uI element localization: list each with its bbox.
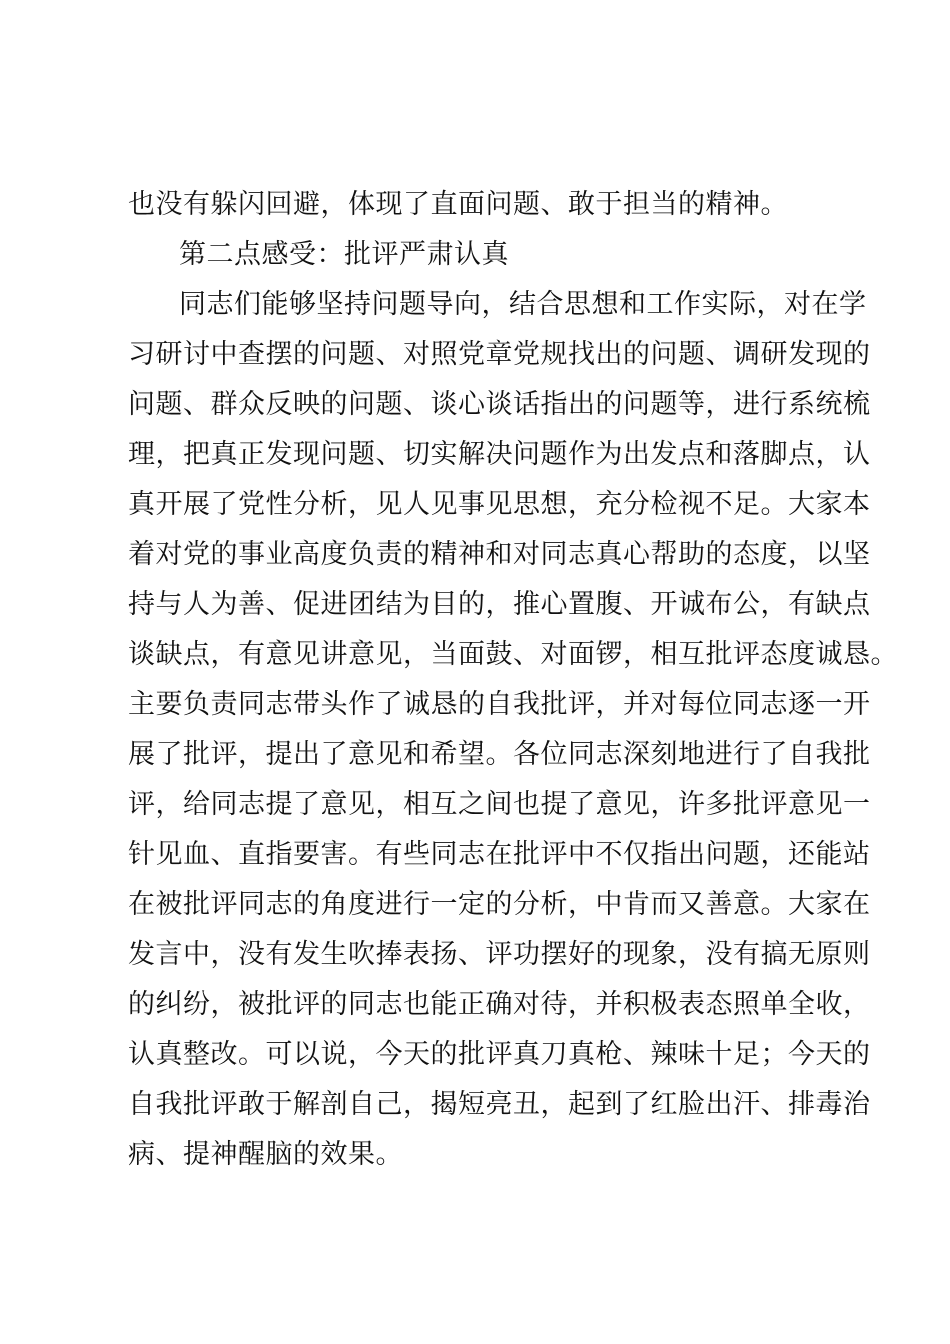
paragraph-line: 习研讨中查摆的问题、对照党章党规找出的问题、调研发现的 <box>128 339 871 370</box>
continuation-line: 也没有躲闪回避，体现了直面问题、敢于担当的精神。 <box>128 189 788 220</box>
paragraph-line: 主要负责同志带头作了诚恳的自我批评，并对每位同志逐一开 <box>128 689 871 720</box>
paragraph-line: 自我批评敢于解剖自己，揭短亮丑，起到了红脸出汗、排毒治 <box>128 1089 871 1120</box>
paragraph-line: 问题、群众反映的问题、谈心谈话指出的问题等，进行系统梳 <box>128 389 871 420</box>
paragraph-line: 同志们能够坚持问题导向，结合思想和工作实际，对在学 <box>179 289 867 320</box>
paragraph-line: 理，把真正发现问题、切实解决问题作为出发点和落脚点，认 <box>128 439 871 470</box>
paragraph-line: 评，给同志提了意见，相互之间也提了意见，许多批评意见一 <box>128 789 871 820</box>
paragraph-line: 针见血、直指要害。有些同志在批评中不仅指出问题，还能站 <box>128 839 871 870</box>
paragraph-line: 展了批评，提出了意见和希望。各位同志深刻地进行了自我批 <box>128 739 871 770</box>
paragraph-line: 持与人为善、促进团结为目的，推心置腹、开诚布公，有缺点 <box>128 589 871 620</box>
paragraph-line: 认真整改。可以说，今天的批评真刀真枪、辣味十足；今天的 <box>128 1039 871 1070</box>
section-heading: 第二点感受：批评严肃认真 <box>179 239 509 270</box>
paragraph-line: 在被批评同志的角度进行一定的分析，中肯而又善意。大家在 <box>128 889 871 920</box>
paragraph-line: 谈缺点，有意见讲意见，当面鼓、对面锣，相互批评态度诚恳。 <box>128 639 898 670</box>
paragraph-line: 病、提神醒脑的效果。 <box>128 1139 403 1170</box>
paragraph-line: 的纠纷，被批评的同志也能正确对待，并积极表态照单全收， <box>128 989 871 1020</box>
paragraph-line: 真开展了党性分析，见人见事见思想，充分检视不足。大家本 <box>128 489 871 520</box>
paragraph-line: 发言中，没有发生吹捧表扬、评功摆好的现象，没有搞无原则 <box>128 939 871 970</box>
paragraph-line: 着对党的事业高度负责的精神和对同志真心帮助的态度，以坚 <box>128 539 871 570</box>
